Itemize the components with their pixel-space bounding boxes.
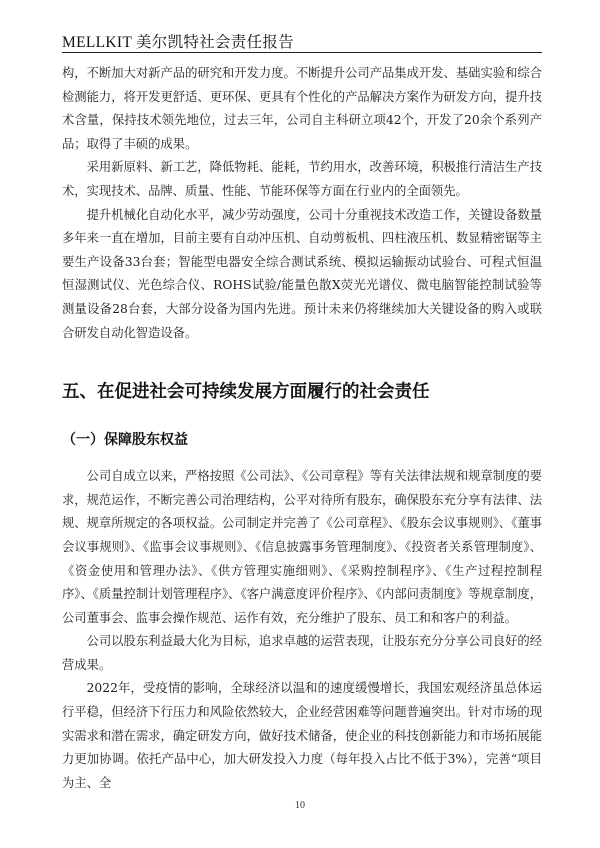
paragraph-clean-production: 采用新原料、新工艺，降低物耗、能耗，节约用水，改善环境，积极推行清洁生产技术，实现技术、品牌、质量、性能、节能环保等方面在行业内的全面领先。 (62, 160, 542, 198)
paragraph-rd-continued: 构，不断加大对新产品的研究和开发力度。不断提升公司产品集成开发、基础实验和综合检测能力，将开发更舒适、更环保、更具有个性化的产品解决方案作为研发方向，提升技术含量，保持技术领先地位，过去三年，公司自主科研立项42个，开发了20余个系列产品；取得了丰硕的成果。 (62, 66, 542, 151)
subsection-title: （一）保障股东权益 (62, 432, 188, 449)
paragraph-2022-outlook: 2022年，受疫情的影响，全球经济以温和的速度缓慢增长，我国宏观经济虽总体运行平稳，但经济下行压力和风险依然较大，企业经营困难等问题普遍突出。针对市场的现实需求和潜在需求，确定研发方向，做好技术储备，使企业的科技创新能力和市场拓展能力更加协调。依托产品中心，加大研发投入力度（每年投入占比不低于3%），完善“项目为主、全 (62, 681, 542, 790)
main-content (62, 62, 542, 795)
paragraph-equipment: 提升机械化自动化水平，减少劳动强度，公司十分重视技术改造工作，关键设备数量多年来一直在增加，目前主要有自动冲压机、自动剪板机、四柱液压机、数显精密锯等主要生产设备33台套；智能型电器安全综合测试系统、模拟运输振动试验台、可程式恒温恒湿测试仪、光色综合仪、ROHS试验/能量色散X荧光光谱仪、微电脑智能控制试验等测量设备28台套，大部分设备为国内先进。预计未来仍将继续加大关键设备的购入或联合研发自动化智造设备。 (62, 207, 542, 340)
paragraph-shareholder-value: 公司以股东利益最大化为目标，追求卓越的运营表现，让股东充分分享公司良好的经营成果。 (62, 634, 542, 672)
header-divider (62, 52, 542, 53)
page-number: 10 (295, 800, 305, 811)
section-title: 五、在促进社会可持续发展方面履行的社会责任 (62, 382, 430, 403)
report-header: MELLKIT 美尔凯特社会责任报告 (62, 34, 295, 51)
paragraph-governance: 公司自成立以来，严格按照《公司法》、《公司章程》等有关法律法规和规章制度的要求，规范运作，不断完善公司治理结构，公平对待所有股东，确保股东充分享有法律、法规、规章所规定的各项权益。公司制定并完善了《公司章程》、《股东会议事规则》、《董事会议事规则》、《监事会议事规则》、《信息披露事务管理制度》、《投资者关系管理制度》、《资金使用和管理办法》、《供方管理实施细则》、《采购控制程序》、《生产过程控制程序》、《质量控制计划管理程序》、《客户满意度评价程序》、《内部问责制度》等规章制度，公司董事会、监事会操作规范、运作有效，充分维护了股东、员工和和客户的利益。 (62, 469, 542, 625)
